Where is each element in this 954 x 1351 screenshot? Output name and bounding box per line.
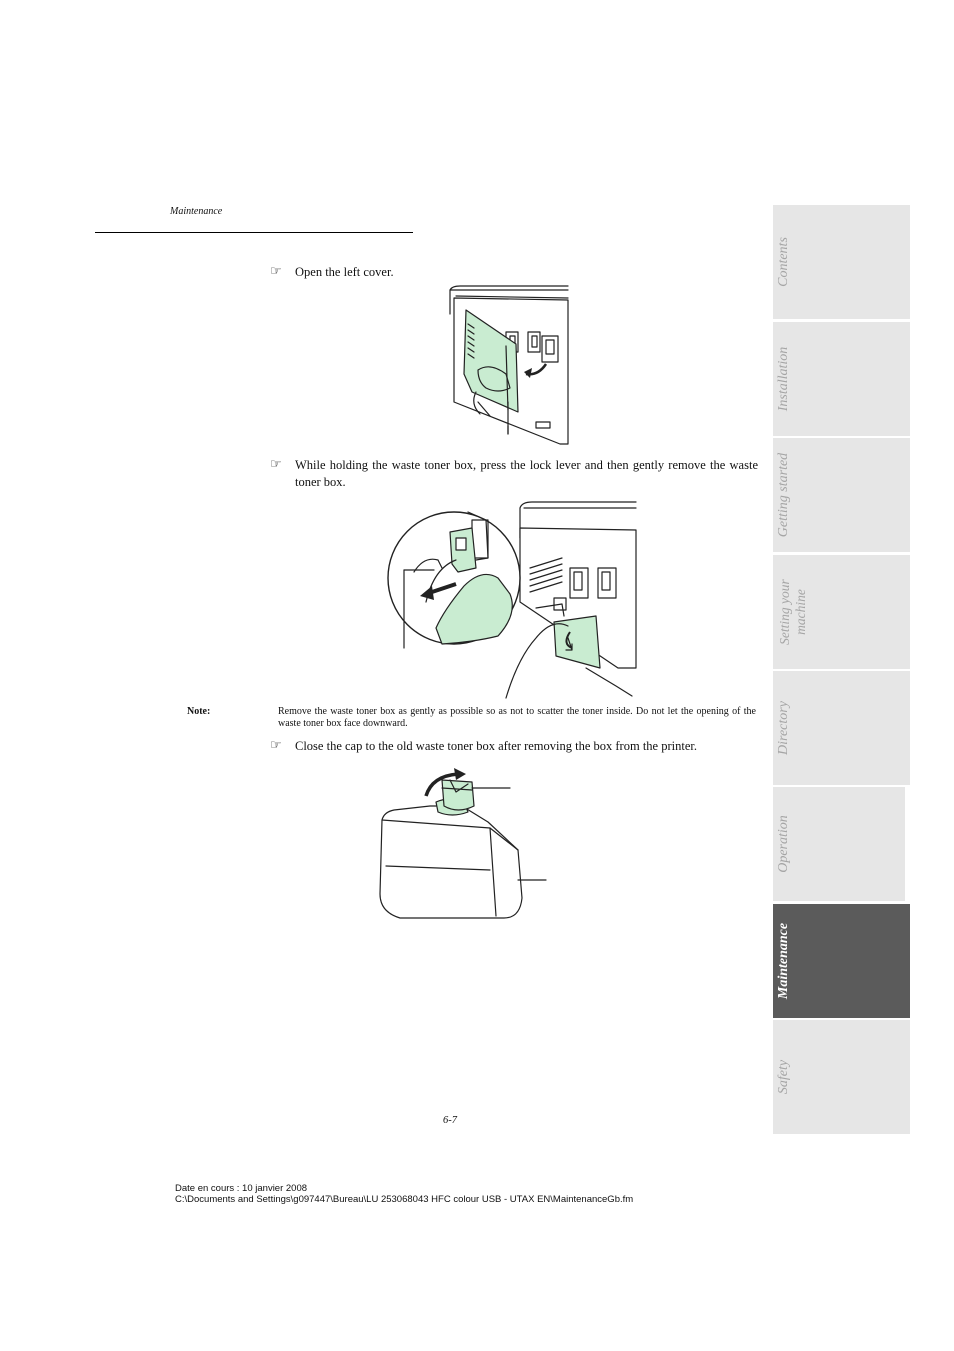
tab-safety[interactable] (773, 1020, 910, 1134)
pointing-hand-icon: ☞ (270, 457, 282, 472)
tab-operation[interactable] (773, 787, 905, 901)
tab-label: Safety (776, 1059, 791, 1095)
tab-label: Contents (776, 237, 791, 287)
cap-toner-box-illustration (376, 766, 548, 922)
step-2-text: While holding the waste toner box, press the lock lever and then gently remove the waste toner box. (295, 458, 758, 489)
tab-getting-started[interactable] (773, 438, 910, 552)
step-3 (270, 738, 760, 756)
tab-label: Maintenance (776, 922, 791, 1000)
header-rule (95, 232, 413, 233)
step-2 (270, 457, 758, 493)
tab-label: Setting your machine (777, 579, 808, 645)
step-1 (270, 264, 760, 282)
tab-installation[interactable] (773, 322, 910, 436)
pointing-hand-icon: ☞ (270, 264, 282, 279)
footer-path: C:\Documents and Settings\g097447\Bureau\LU 253068043 HFC colour USB - UTAX EN\MaintenanceGb.fm (175, 1194, 634, 1205)
note-label: Note: (187, 706, 211, 717)
tab-label: Directory (776, 701, 791, 755)
tab-label: Installation (776, 346, 791, 412)
tab-label: Getting started (776, 452, 791, 538)
running-header: Maintenance (170, 206, 223, 217)
remove-toner-box-illustration (386, 498, 636, 700)
pointing-hand-icon: ☞ (270, 738, 282, 753)
left-cover-illustration (450, 284, 570, 446)
note-text: Remove the waste toner box as gently as possible so as not to scatter the toner inside. Do not let the opening of the waste toner box face downward. (278, 706, 756, 729)
tab-setting-your-machine[interactable] (773, 555, 910, 669)
tab-maintenance[interactable] (773, 904, 910, 1018)
tab-label: Operation (776, 815, 791, 873)
tab-directory[interactable] (773, 671, 910, 785)
tab-contents[interactable] (773, 205, 910, 319)
step-3-text: Close the cap to the old waste toner box after removing the box from the printer. (295, 739, 697, 753)
footer-date: Date en cours : 10 janvier 2008 (175, 1183, 308, 1194)
page-number: 6-7 (443, 1115, 457, 1126)
step-1-text: Open the left cover. (295, 265, 394, 279)
